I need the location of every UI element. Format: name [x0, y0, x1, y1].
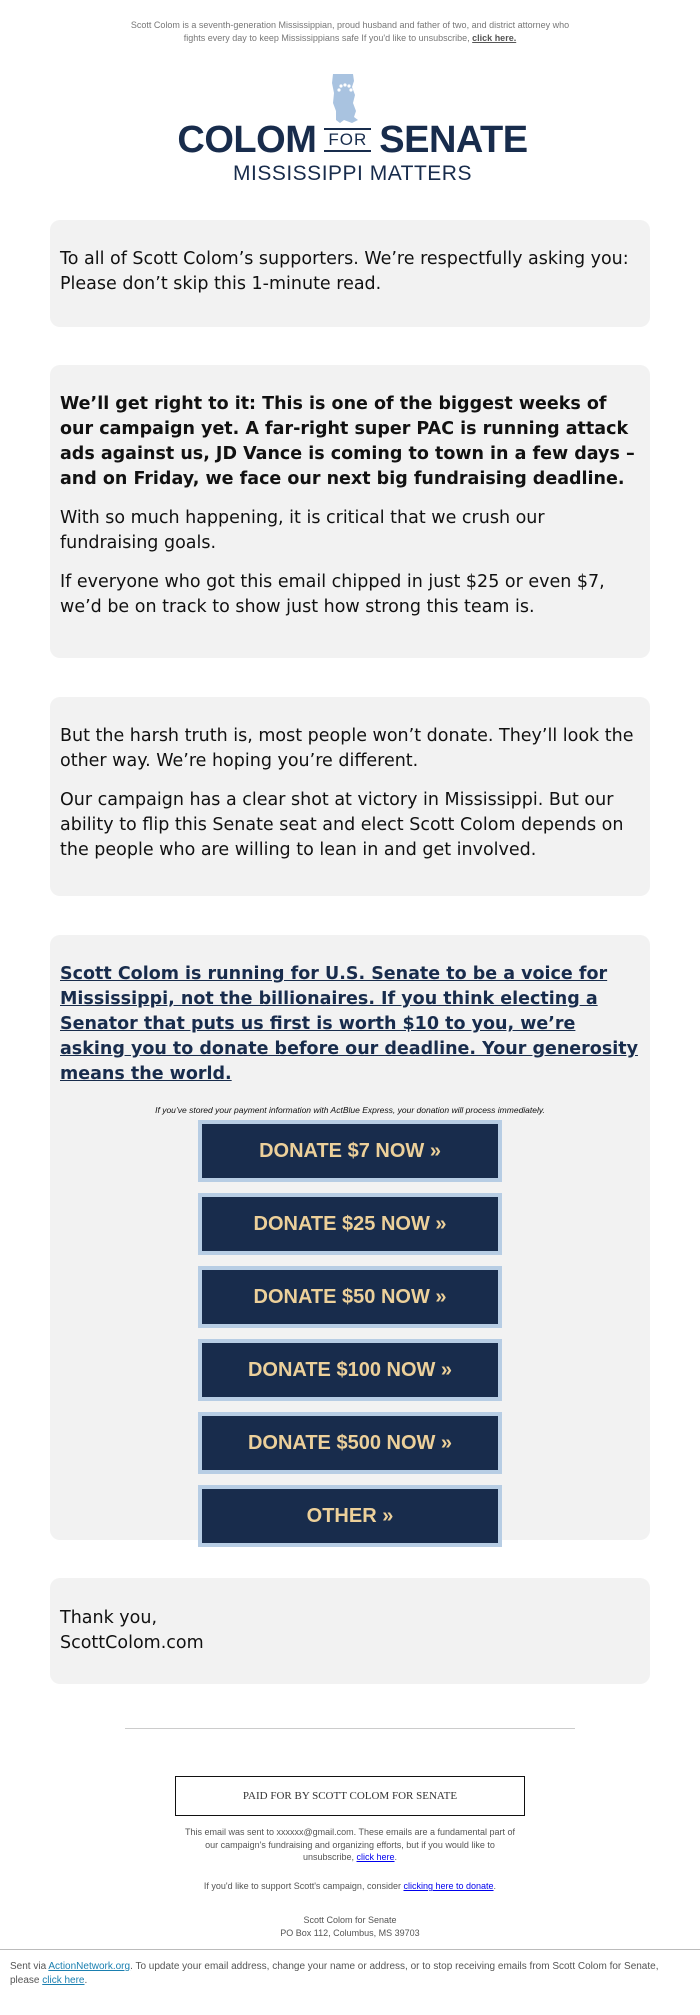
urgency-card — [50, 365, 650, 658]
signoff-line-1: Thank you, — [60, 1608, 158, 1628]
donate-100-button[interactable]: DONATE $100 NOW » — [198, 1339, 502, 1401]
donate-500-button[interactable]: DONATE $500 NOW » — [198, 1412, 502, 1474]
bottom-sent-via: Sent via — [10, 1961, 47, 1972]
footer-sent-to: This email was sent to xxxxxx@gmail.com. These emails are a fundamental part of our campaign's fundraising and organizing efforts, but if you would like to unsubscribe, click here. — [184, 1827, 516, 1862]
signoff-card — [50, 1578, 650, 1684]
signoff-line-2: ScottColom.com — [60, 1633, 204, 1653]
truth-paragraph-1: But the harsh truth is, most people won’t donate. They’ll look the other way. We’re hoping you’re different. — [60, 726, 634, 771]
preheader-unsubscribe-link[interactable]: click here. — [472, 33, 517, 43]
footer-sent-to-text: This email was sent to xxxxxx@gmail.com. These emails are a fundamental part of our campaign's fundraising and organizing efforts, but if you would like to unsubscribe, — [184, 1827, 516, 1862]
logo-wordmark — [177, 118, 528, 161]
truth-card — [50, 697, 650, 896]
intro-card — [50, 220, 650, 327]
donate-other-button[interactable]: OTHER » — [198, 1485, 502, 1547]
truth-paragraph-2: Our campaign has a clear shot at victory in Mississippi. But our ability to flip this Senate seat and elect Scott Colom depends on the people who are willing to lean in and get involved. — [60, 790, 624, 860]
urgency-paragraph-3: If everyone who got this email chipped in just $25 or even $7, we’d be on track to show just how strong this team is. — [60, 572, 605, 617]
campaign-logo — [177, 70, 528, 185]
donate-appeal-link[interactable]: Scott Colom is running for U.S. Senate to be a voice for Mississippi, not the billionaires. If you think electing a Senator that puts us first is worth $10 to you, we’re asking you to donate before our deadline. Your generosity means the world. — [60, 964, 639, 1084]
intro-text: To all of Scott Colom’s supporters. We’re respectfully asking you: Please don’t skip this 1-minute read. — [60, 249, 629, 294]
footer-org-name: Scott Colom for Senate — [303, 1915, 397, 1925]
donate-7-button[interactable]: DONATE $7 NOW » — [198, 1120, 502, 1182]
logo-name-for: FOR — [324, 128, 371, 152]
urgency-bold-text: We’ll get right to it: This is one of the biggest weeks of our campaign yet. A far-right super PAC is running attack ads against us, JD Vance is coming to town in a few days – and on Friday, we face our next big fundraising deadline. — [60, 394, 635, 489]
footer-divider — [125, 1728, 575, 1729]
footer-unsubscribe-link[interactable]: click here — [356, 1852, 395, 1862]
preheader-text: Scott Colom is a seventh-generation Mississippian, proud husband and father of two, and district attorney who fights every day to keep Mississippians safe If you'd like to unsubscribe, — [130, 20, 570, 43]
action-network-link[interactable]: ActionNetwork.org — [48, 1961, 131, 1972]
action-network-footer: Sent via ActionNetwork.org. To update your email address, change your name or address, or to stop receiving emails from Scott Colom for Senate, please click here. — [0, 1949, 700, 2015]
footer-donate-link[interactable]: clicking here to donate — [403, 1881, 494, 1891]
logo-name-right: SENATE — [379, 118, 528, 161]
donate-25-button[interactable]: DONATE $25 NOW » — [198, 1193, 502, 1255]
actblue-note: If you’ve stored your payment information with ActBlue Express, your donation will process immediately. — [155, 1105, 545, 1115]
mississippi-state-icon — [330, 73, 360, 125]
footer-support-text: If you'd like to support Scott's campaign, consider — [203, 1881, 401, 1891]
paid-for-disclaimer: PAID FOR BY SCOTT COLOM FOR SENATE — [175, 1776, 525, 1816]
donate-50-button[interactable]: DONATE $50 NOW » — [198, 1266, 502, 1328]
footer-support: If you'd like to support Scott's campaign, consider clicking here to donate. — [203, 1881, 497, 1891]
urgency-paragraph-2: With so much happening, it is critical that we crush our fundraising goals. — [60, 508, 545, 553]
preheader — [130, 19, 570, 45]
footer-postal-address: PO Box 112, Columbus, MS 39703 — [280, 1927, 420, 1938]
donate-card — [50, 935, 650, 1540]
logo-tagline: MISSISSIPPI MATTERS — [233, 162, 472, 185]
bottom-bar-text: . To update your email address, change your name or address, or to stop receiving emails from Scott Colom for Senate, please — [10, 1961, 659, 1986]
footer-address — [180, 1914, 520, 1939]
bottom-unsubscribe-link[interactable]: click here — [42, 1975, 85, 1986]
logo-name-left: COLOM — [177, 118, 317, 161]
